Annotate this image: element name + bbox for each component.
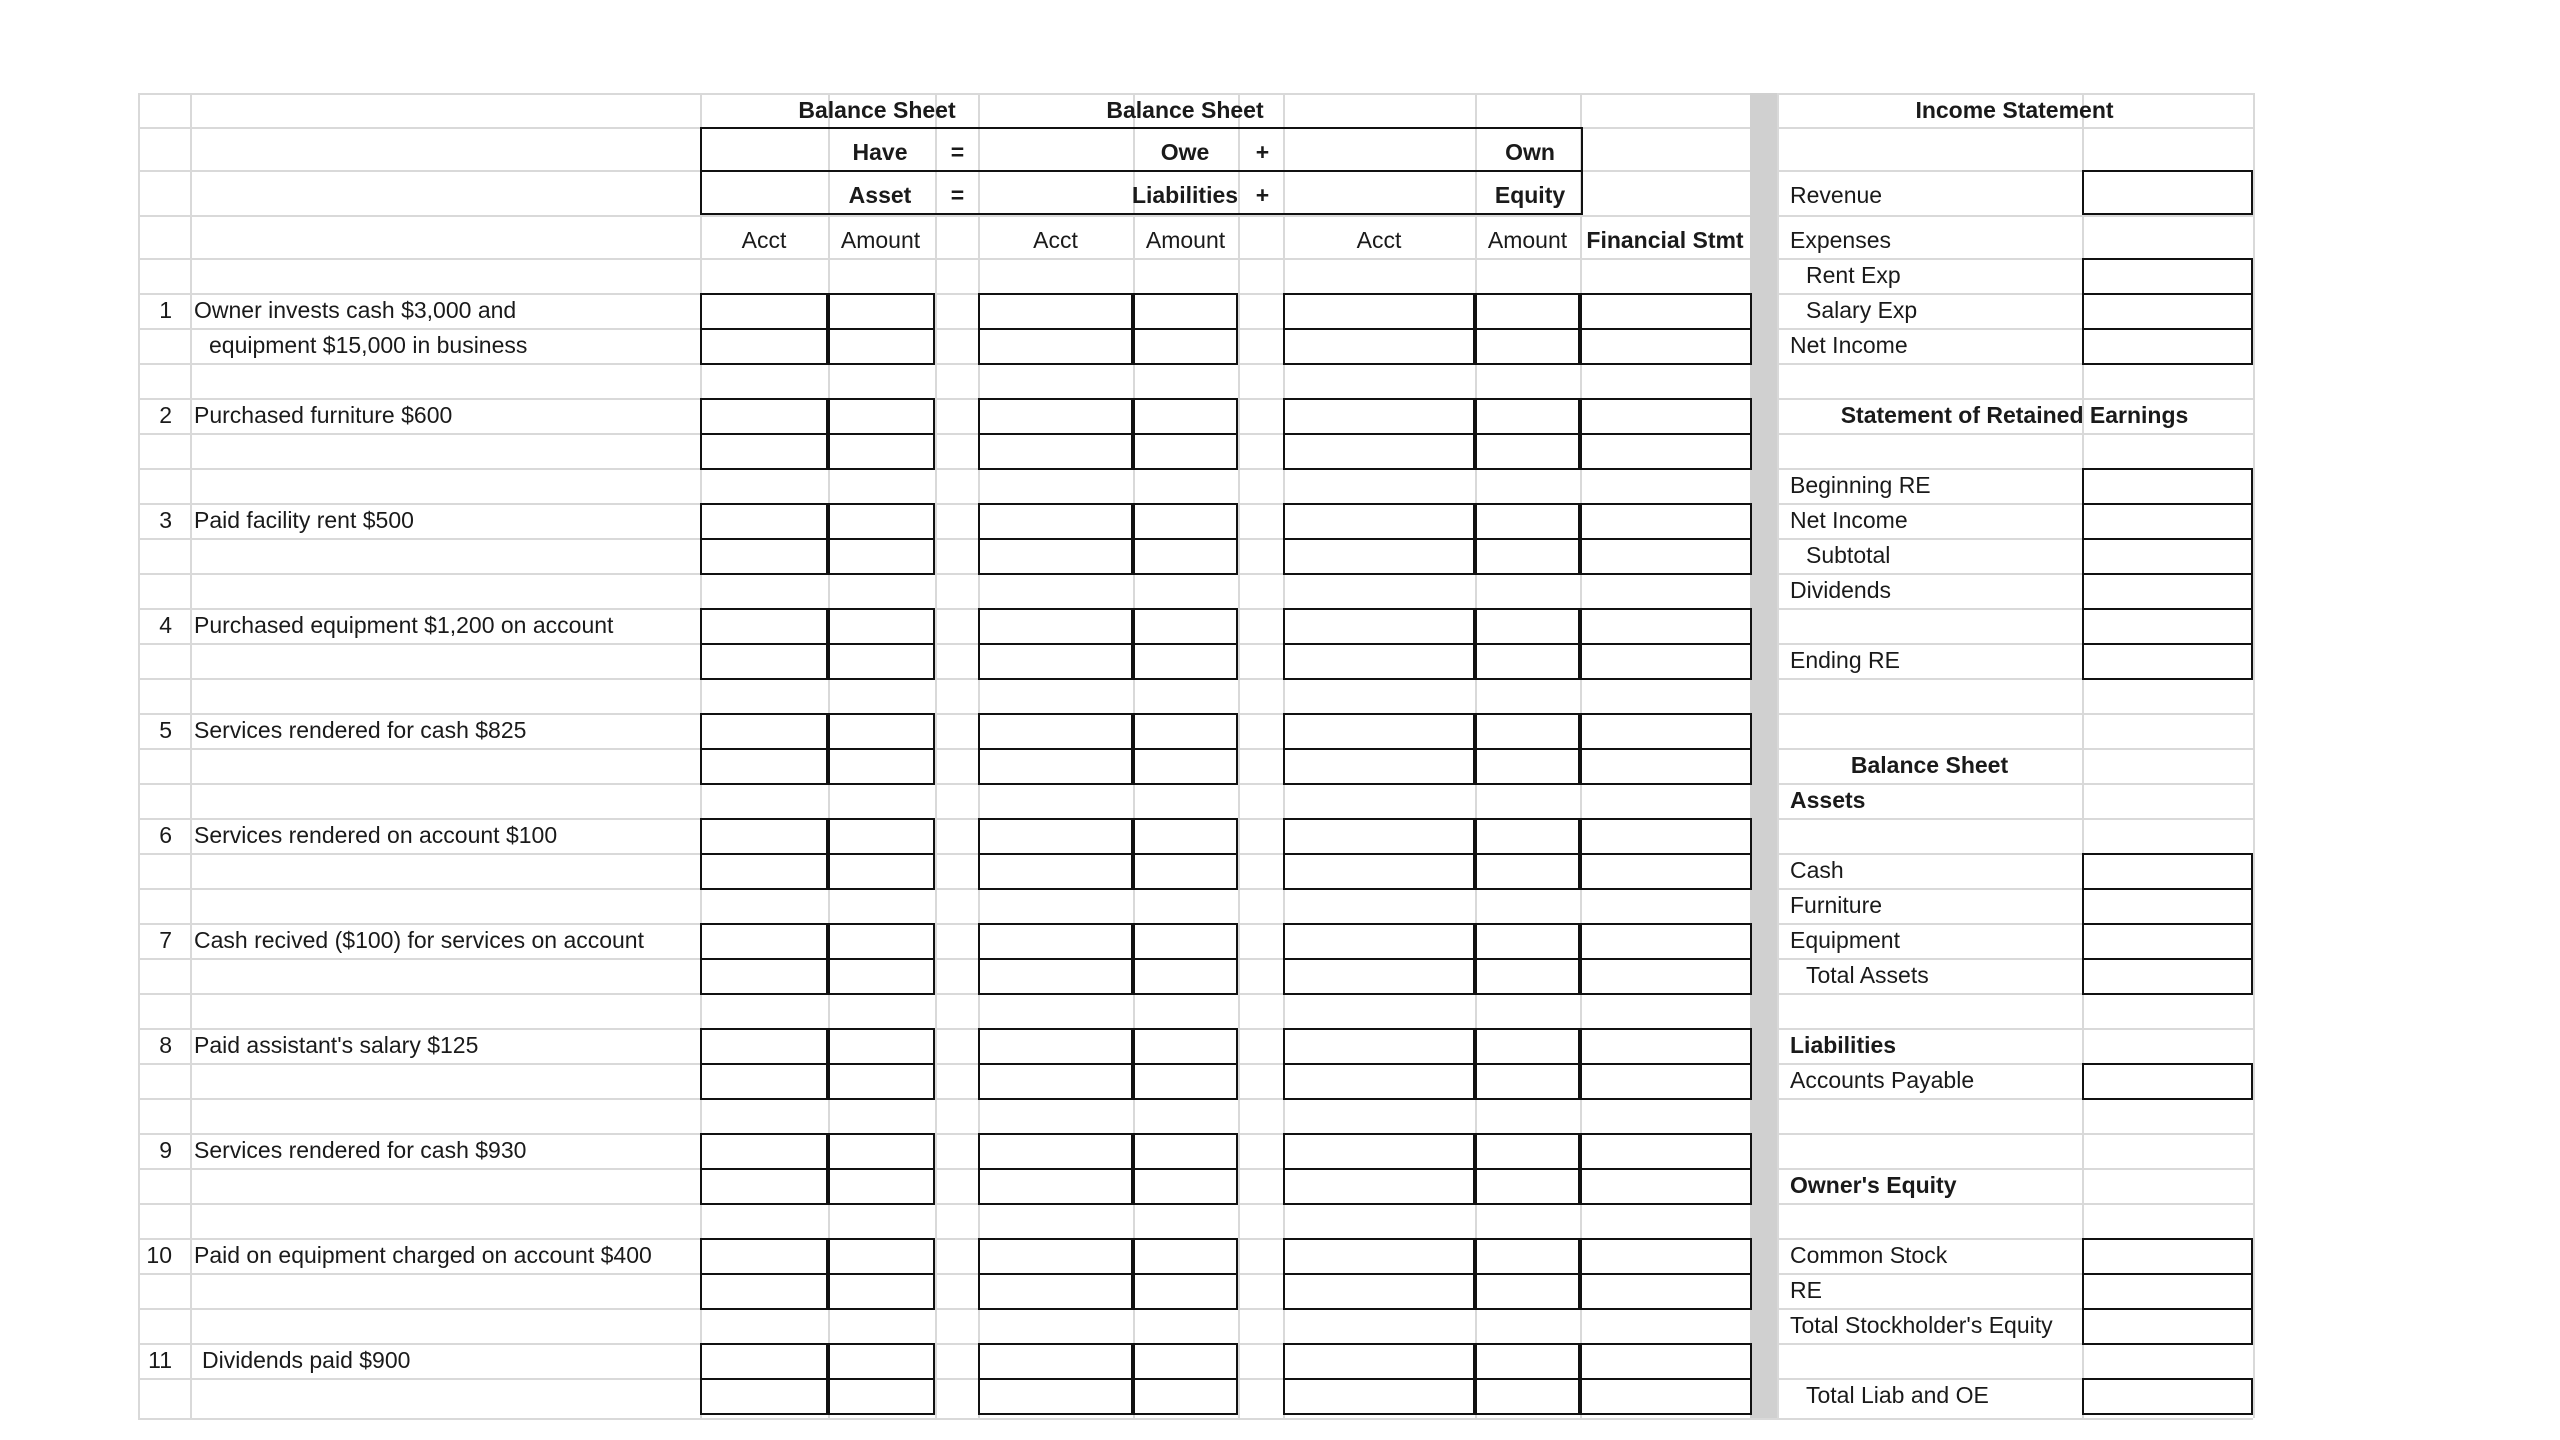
amount-input-equity[interactable]: [1475, 853, 1580, 890]
total-assets-amount-box[interactable]: [2082, 958, 2253, 995]
amount-input-equity[interactable]: [1475, 1273, 1580, 1310]
amount-input-liabilities[interactable]: [1133, 853, 1238, 890]
amount-input-equity[interactable]: [1475, 713, 1580, 750]
acct-input-liabilities[interactable]: [978, 538, 1133, 575]
transaction-number: 11: [148, 1347, 172, 1373]
transaction-description: Cash recived ($100) for services on account: [194, 927, 644, 953]
financial-stmt-input[interactable]: [1580, 643, 1752, 680]
acct-col-header-3: Acct: [1356, 227, 1402, 253]
acct-input-liabilities[interactable]: [978, 1133, 1133, 1170]
total-liab-oe-label: Total Liab and OE: [1806, 1382, 1989, 1408]
re-net-income-label: Net Income: [1790, 507, 1908, 533]
amount-input-liabilities[interactable]: [1133, 1028, 1238, 1065]
liabilities-heading: Liabilities: [1790, 1032, 1897, 1058]
acct-input-equity[interactable]: [1283, 398, 1475, 435]
acct-col-header-2: Acct: [1033, 227, 1078, 253]
amount-input-liabilities[interactable]: [1133, 293, 1238, 330]
amount-input-liabilities[interactable]: [1133, 433, 1238, 470]
amount-input-asset[interactable]: [828, 1343, 935, 1380]
plus-sign-2: +: [1255, 182, 1270, 208]
acct-input-equity[interactable]: [1283, 1133, 1475, 1170]
gridline-vertical: [190, 93, 192, 1418]
assets-heading: Assets: [1790, 787, 1866, 813]
financial-stmt-input[interactable]: [1580, 1238, 1752, 1275]
acct-input-equity[interactable]: [1283, 713, 1475, 750]
income-statement-title: Income Statement: [1915, 97, 2114, 123]
equipment-label: Equipment: [1790, 927, 1900, 953]
gridline-vertical: [935, 93, 937, 1418]
acct-input-liabilities[interactable]: [978, 1028, 1133, 1065]
amount-input-liabilities[interactable]: [1133, 1378, 1238, 1415]
amount-input-liabilities[interactable]: [1133, 503, 1238, 540]
acct-input-equity[interactable]: [1283, 643, 1475, 680]
blank-amount-box[interactable]: [2082, 608, 2253, 645]
amount-input-liabilities[interactable]: [1133, 713, 1238, 750]
amount-input-liabilities[interactable]: [1133, 818, 1238, 855]
net-income-label: Net Income: [1790, 332, 1908, 358]
equation-box-bottom: [700, 170, 1583, 215]
amount-input-equity[interactable]: [1475, 748, 1580, 785]
accounts-payable-amount-box[interactable]: [2082, 1063, 2253, 1100]
transaction-description: Dividends paid $900: [202, 1347, 411, 1373]
amount-input-asset[interactable]: [828, 398, 935, 435]
financial-stmt-input[interactable]: [1580, 1028, 1752, 1065]
amount-input-asset[interactable]: [828, 1378, 935, 1415]
acct-input-asset[interactable]: [700, 1168, 828, 1205]
amount-input-asset[interactable]: [828, 748, 935, 785]
acct-input-equity[interactable]: [1283, 958, 1475, 995]
gridline-vertical: [2253, 93, 2255, 1418]
gridline-vertical: [138, 93, 140, 1418]
financial-stmt-input[interactable]: [1580, 748, 1752, 785]
amount-input-liabilities[interactable]: [1133, 608, 1238, 645]
acct-input-equity[interactable]: [1283, 923, 1475, 960]
owe-label: Owe: [1160, 139, 1210, 165]
amount-input-equity[interactable]: [1475, 1063, 1580, 1100]
amount-input-asset[interactable]: [828, 1168, 935, 1205]
acct-input-asset[interactable]: [700, 1063, 828, 1100]
furniture-amount-box[interactable]: [2082, 888, 2253, 925]
amount-input-equity[interactable]: [1475, 328, 1580, 365]
acct-input-liabilities[interactable]: [978, 433, 1133, 470]
gridline-horizontal: [138, 258, 2253, 260]
amount-input-liabilities[interactable]: [1133, 643, 1238, 680]
amount-input-asset[interactable]: [828, 328, 935, 365]
equals-sign-1: =: [950, 139, 965, 165]
amount-input-equity[interactable]: [1475, 503, 1580, 540]
financial-stmt-input[interactable]: [1580, 853, 1752, 890]
financial-stmt-input[interactable]: [1580, 398, 1752, 435]
acct-input-asset[interactable]: [700, 293, 828, 330]
acct-input-equity[interactable]: [1283, 748, 1475, 785]
financial-stmt-input[interactable]: [1580, 1168, 1752, 1205]
transaction-number: 2: [159, 402, 172, 428]
transaction-number: 5: [159, 717, 172, 743]
amount-input-liabilities[interactable]: [1133, 1063, 1238, 1100]
amount-input-liabilities[interactable]: [1133, 1273, 1238, 1310]
acct-input-asset[interactable]: [700, 1273, 828, 1310]
acct-input-equity[interactable]: [1283, 608, 1475, 645]
acct-input-equity[interactable]: [1283, 1343, 1475, 1380]
amount-input-liabilities[interactable]: [1133, 958, 1238, 995]
amount-input-liabilities[interactable]: [1133, 328, 1238, 365]
acct-input-asset[interactable]: [700, 538, 828, 575]
acct-input-liabilities[interactable]: [978, 958, 1133, 995]
financial-stmt-input[interactable]: [1580, 1378, 1752, 1415]
amount-input-equity[interactable]: [1475, 1343, 1580, 1380]
equity-label: Equity: [1494, 182, 1566, 208]
owners-equity-heading: Owner's Equity: [1790, 1172, 1957, 1198]
amount-input-asset[interactable]: [828, 1028, 935, 1065]
amount-input-liabilities[interactable]: [1133, 1168, 1238, 1205]
financial-stmt-input[interactable]: [1580, 818, 1752, 855]
amount-input-liabilities[interactable]: [1133, 923, 1238, 960]
re-net-income-amount-box[interactable]: [2082, 503, 2253, 540]
gridline-vertical: [1238, 93, 1240, 1418]
total-liab-oe-amount-box[interactable]: [2082, 1378, 2253, 1415]
plus-sign-1: +: [1255, 139, 1270, 165]
total-stockholders-equity-label: Total Stockholder's Equity: [1790, 1312, 2053, 1338]
acct-input-asset[interactable]: [700, 503, 828, 540]
acct-input-liabilities[interactable]: [978, 608, 1133, 645]
transaction-description: Services rendered on account $100: [194, 822, 558, 848]
amount-input-asset[interactable]: [828, 818, 935, 855]
transaction-description: Paid on equipment charged on account $400: [194, 1242, 652, 1268]
ending-re-amount-box[interactable]: [2082, 643, 2253, 680]
acct-input-asset[interactable]: [700, 713, 828, 750]
acct-input-asset[interactable]: [700, 608, 828, 645]
amount-input-asset[interactable]: [828, 1133, 935, 1170]
accounts-payable-label: Accounts Payable: [1790, 1067, 1975, 1093]
financial-stmt-input[interactable]: [1580, 503, 1752, 540]
acct-input-equity[interactable]: [1283, 853, 1475, 890]
acct-input-liabilities[interactable]: [978, 293, 1133, 330]
transaction-description: Purchased equipment $1,200 on account: [194, 612, 614, 638]
re-amount-box[interactable]: [2082, 1273, 2253, 1310]
amount-input-equity[interactable]: [1475, 923, 1580, 960]
furniture-label: Furniture: [1790, 892, 1883, 918]
amount-col-header-3: Amount: [1487, 227, 1568, 253]
acct-input-liabilities[interactable]: [978, 328, 1133, 365]
expenses-label: Expenses: [1790, 227, 1892, 253]
amount-input-asset[interactable]: [828, 713, 935, 750]
balance-sheet-header-liabilities: Balance Sheet: [1106, 97, 1264, 123]
amount-input-equity[interactable]: [1475, 433, 1580, 470]
acct-input-liabilities[interactable]: [978, 398, 1133, 435]
acct-input-asset[interactable]: [700, 853, 828, 890]
transaction-number: 6: [159, 822, 172, 848]
amount-input-equity[interactable]: [1475, 538, 1580, 575]
amount-col-header-1: Amount: [840, 227, 921, 253]
transaction-description: Services rendered for cash $930: [194, 1137, 527, 1163]
transaction-number: 4: [159, 612, 172, 638]
total-stockholders-equity-amount-box[interactable]: [2082, 1308, 2253, 1345]
transaction-number: 7: [159, 927, 172, 953]
salary-exp-amount-box[interactable]: [2082, 293, 2253, 330]
acct-input-asset[interactable]: [700, 1238, 828, 1275]
revenue-amount-box[interactable]: [2082, 170, 2253, 215]
amount-input-equity[interactable]: [1475, 1238, 1580, 1275]
amount-input-equity[interactable]: [1475, 1378, 1580, 1415]
amount-input-liabilities[interactable]: [1133, 1238, 1238, 1275]
equals-sign-2: =: [950, 182, 965, 208]
equipment-amount-box[interactable]: [2082, 923, 2253, 960]
acct-input-equity[interactable]: [1283, 1063, 1475, 1100]
acct-input-equity[interactable]: [1283, 538, 1475, 575]
acct-input-asset[interactable]: [700, 818, 828, 855]
acct-input-asset[interactable]: [700, 958, 828, 995]
amount-input-asset[interactable]: [828, 433, 935, 470]
amount-input-asset[interactable]: [828, 503, 935, 540]
liabilities-label: Liabilities: [1131, 182, 1239, 208]
acct-input-equity[interactable]: [1283, 503, 1475, 540]
beginning-re-amount-box[interactable]: [2082, 468, 2253, 505]
amount-input-equity[interactable]: [1475, 398, 1580, 435]
acct-input-liabilities[interactable]: [978, 853, 1133, 890]
amount-input-equity[interactable]: [1475, 958, 1580, 995]
dividends-label: Dividends: [1790, 577, 1891, 603]
transaction-description: Owner invests cash $3,000 and: [194, 297, 517, 323]
financial-stmt-input[interactable]: [1580, 1133, 1752, 1170]
acct-input-liabilities[interactable]: [978, 1168, 1133, 1205]
acct-input-liabilities[interactable]: [978, 1238, 1133, 1275]
retained-earnings-title: Statement of Retained Earnings: [1840, 402, 2189, 428]
transaction-description: Services rendered for cash $825: [194, 717, 527, 743]
acct-input-liabilities[interactable]: [978, 1063, 1133, 1100]
acct-input-asset[interactable]: [700, 643, 828, 680]
amount-input-asset[interactable]: [828, 293, 935, 330]
amount-input-equity[interactable]: [1475, 818, 1580, 855]
acct-input-liabilities[interactable]: [978, 748, 1133, 785]
acct-input-equity[interactable]: [1283, 433, 1475, 470]
amount-input-asset[interactable]: [828, 538, 935, 575]
amount-input-liabilities[interactable]: [1133, 1343, 1238, 1380]
have-label: Have: [852, 139, 908, 165]
acct-input-liabilities[interactable]: [978, 503, 1133, 540]
transaction-description: Paid assistant's salary $125: [194, 1032, 479, 1058]
acct-input-asset[interactable]: [700, 398, 828, 435]
amount-input-equity[interactable]: [1475, 608, 1580, 645]
re-label: RE: [1790, 1277, 1822, 1303]
acct-input-liabilities[interactable]: [978, 1378, 1133, 1415]
asset-label: Asset: [848, 182, 912, 208]
financial-stmt-input[interactable]: [1580, 538, 1752, 575]
amount-col-header-2: Amount: [1145, 227, 1226, 253]
transaction-description: Paid facility rent $500: [194, 507, 414, 533]
common-stock-amount-box[interactable]: [2082, 1238, 2253, 1275]
acct-input-equity[interactable]: [1283, 818, 1475, 855]
cash-amount-box[interactable]: [2082, 853, 2253, 890]
gridline-horizontal: [138, 1418, 2253, 1420]
transaction-number: 8: [159, 1032, 172, 1058]
equation-box-top: [700, 127, 1583, 172]
acct-input-equity[interactable]: [1283, 328, 1475, 365]
financial-stmt-input[interactable]: [1580, 608, 1752, 645]
net-income-amount-box[interactable]: [2082, 328, 2253, 365]
amount-input-asset[interactable]: [828, 958, 935, 995]
acct-input-equity[interactable]: [1283, 1028, 1475, 1065]
acct-input-asset[interactable]: [700, 433, 828, 470]
acct-input-equity[interactable]: [1283, 1168, 1475, 1205]
acct-input-asset[interactable]: [700, 1133, 828, 1170]
column-separator: [1750, 93, 1777, 1418]
acct-input-asset[interactable]: [700, 1028, 828, 1065]
acct-input-liabilities[interactable]: [978, 713, 1133, 750]
amount-input-liabilities[interactable]: [1133, 748, 1238, 785]
common-stock-label: Common Stock: [1790, 1242, 1948, 1268]
rent-exp-amount-box[interactable]: [2082, 258, 2253, 295]
amount-input-equity[interactable]: [1475, 1133, 1580, 1170]
financial-stmt-input[interactable]: [1580, 328, 1752, 365]
amount-input-liabilities[interactable]: [1133, 538, 1238, 575]
financial-stmt-input[interactable]: [1580, 1273, 1752, 1310]
acct-input-asset[interactable]: [700, 748, 828, 785]
transaction-description-line-2: equipment $15,000 in business: [209, 332, 528, 358]
financial-stmt-col-header: Financial Stmt: [1586, 227, 1744, 253]
ending-re-label: Ending RE: [1790, 647, 1900, 673]
amount-input-liabilities[interactable]: [1133, 1133, 1238, 1170]
financial-stmt-input[interactable]: [1580, 1063, 1752, 1100]
own-label: Own: [1505, 139, 1555, 165]
acct-input-liabilities[interactable]: [978, 1273, 1133, 1310]
amount-input-asset[interactable]: [828, 1273, 935, 1310]
amount-input-equity[interactable]: [1475, 1168, 1580, 1205]
total-assets-label: Total Assets: [1806, 962, 1929, 988]
amount-input-liabilities[interactable]: [1133, 398, 1238, 435]
financial-stmt-input[interactable]: [1580, 923, 1752, 960]
amount-input-asset[interactable]: [828, 643, 935, 680]
acct-input-liabilities[interactable]: [978, 818, 1133, 855]
transaction-number: 10: [146, 1242, 172, 1268]
financial-stmt-input[interactable]: [1580, 433, 1752, 470]
acct-input-liabilities[interactable]: [978, 643, 1133, 680]
amount-input-asset[interactable]: [828, 1238, 935, 1275]
amount-input-asset[interactable]: [828, 853, 935, 890]
acct-input-asset[interactable]: [700, 923, 828, 960]
financial-stmt-input[interactable]: [1580, 1343, 1752, 1380]
acct-input-asset[interactable]: [700, 1343, 828, 1380]
salary-exp-label: Salary Exp: [1806, 297, 1918, 323]
acct-input-equity[interactable]: [1283, 293, 1475, 330]
cash-label: Cash: [1790, 857, 1844, 883]
transaction-description: Purchased furniture $600: [194, 402, 453, 428]
amount-input-asset[interactable]: [828, 608, 935, 645]
gridline-horizontal: [138, 215, 2253, 217]
subtotal-amount-box[interactable]: [2082, 538, 2253, 575]
transaction-number: 9: [159, 1137, 172, 1163]
acct-input-equity[interactable]: [1283, 1273, 1475, 1310]
subtotal-label: Subtotal: [1806, 542, 1891, 568]
amount-input-equity[interactable]: [1475, 643, 1580, 680]
amount-input-asset[interactable]: [828, 923, 935, 960]
balance-sheet-header-assets: Balance Sheet: [798, 97, 956, 123]
acct-input-liabilities[interactable]: [978, 1343, 1133, 1380]
transaction-number: 1: [159, 297, 172, 323]
dividends-amount-box[interactable]: [2082, 573, 2253, 610]
acct-col-header-1: Acct: [741, 227, 787, 253]
balance-sheet-title: Balance Sheet: [1850, 752, 2009, 778]
acct-input-equity[interactable]: [1283, 1378, 1475, 1415]
acct-input-asset[interactable]: [700, 328, 828, 365]
financial-stmt-input[interactable]: [1580, 293, 1752, 330]
amount-input-asset[interactable]: [828, 1063, 935, 1100]
acct-input-liabilities[interactable]: [978, 923, 1133, 960]
financial-stmt-input[interactable]: [1580, 958, 1752, 995]
amount-input-equity[interactable]: [1475, 1028, 1580, 1065]
transaction-number: 3: [159, 507, 172, 533]
acct-input-equity[interactable]: [1283, 1238, 1475, 1275]
rent-exp-label: Rent Exp: [1806, 262, 1901, 288]
acct-input-asset[interactable]: [700, 1378, 828, 1415]
revenue-label: Revenue: [1790, 182, 1883, 208]
financial-stmt-input[interactable]: [1580, 713, 1752, 750]
beginning-re-label: Beginning RE: [1790, 472, 1931, 498]
amount-input-equity[interactable]: [1475, 293, 1580, 330]
